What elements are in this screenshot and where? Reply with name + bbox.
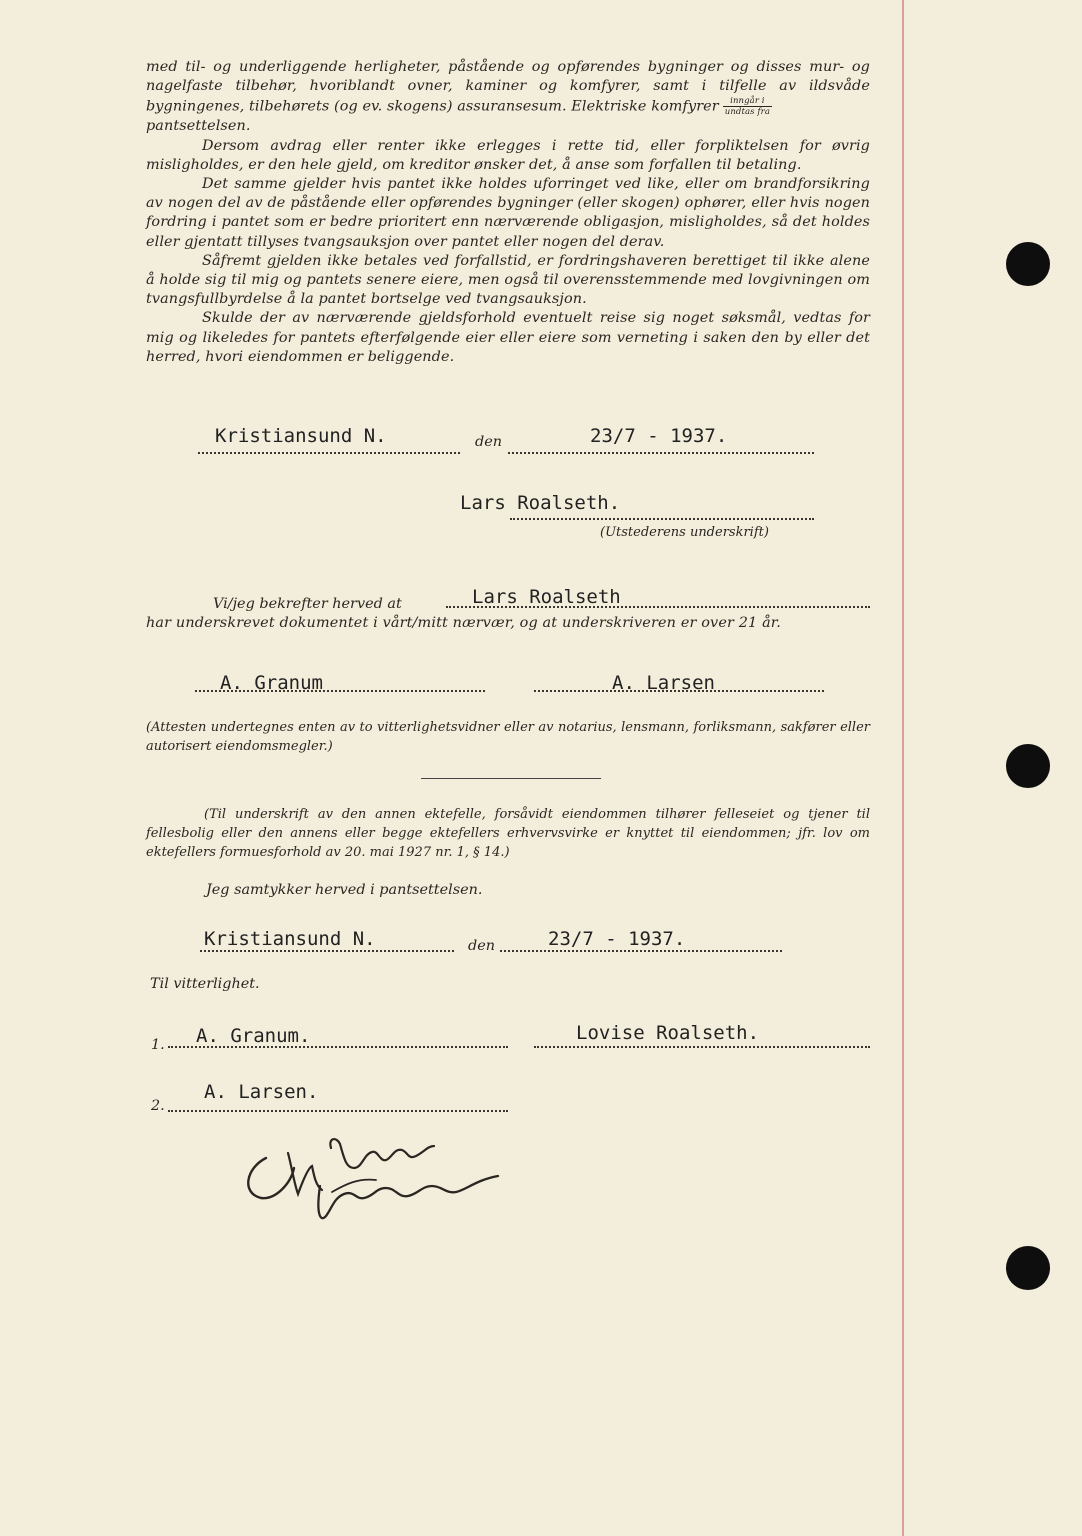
consent-text: Jeg samtykker herved i pantsettelsen. xyxy=(206,882,483,898)
witness-number-1: 1. xyxy=(151,1037,165,1053)
spouse-note: (Til underskrift av den annen ektefelle, forsåvidt eiendommen tilhører felleseiet og tjener til fellesbolig eller den annens eller begge ektefellers erhvervsvirke er knyttet til eiendommen; jfr. lov om ektefellers formuesforhold av 20. mai 1927 nr. 1, § 14.) xyxy=(146,807,870,860)
til-vitterlighet-label: Til vitterlighet. xyxy=(150,976,260,992)
issuer-signature: Lars Roalseth. xyxy=(460,492,621,514)
attest-note: (Attesten undertegnes enten av to vitterlighetsvidner eller av notarius, lensmann, forliksmann, sakfører eller autorisert eiendomsmegler.) xyxy=(146,720,870,754)
punch-hole xyxy=(1006,1246,1050,1290)
fraction-top: inngår i xyxy=(723,96,772,107)
issuer-caption: (Utstederens underskrift) xyxy=(600,525,769,540)
spouse-signature: Lovise Roalseth. xyxy=(576,1022,760,1044)
margin-line xyxy=(902,0,904,1536)
dotted-line xyxy=(200,950,454,952)
paragraph-4: Såfremt gjelden ikke betales ved forfallstid, er fordringshaveren berettiget til ikke alene å holde sig til mig og pantets senere eiere, men også til overensstemmende med lovgivningen om tvangsfullbyrdelse å la pantet bortselge ved tvangsauksjon. xyxy=(146,252,870,308)
terms-text xyxy=(146,58,870,367)
den-label: den xyxy=(468,938,495,954)
spouse-witness-2: A. Larsen. xyxy=(204,1081,319,1103)
spouse-date-field: 23/7 - 1937. xyxy=(548,928,686,950)
dotted-line xyxy=(534,1046,870,1048)
punch-hole xyxy=(1006,242,1050,286)
witness-2-signature: A. Larsen xyxy=(612,672,715,694)
dotted-line xyxy=(510,518,814,520)
spouse-place-field: Kristiansund N. xyxy=(204,928,376,950)
dotted-line xyxy=(534,690,824,692)
fraction-bottom: undtas fra xyxy=(724,107,770,118)
witness-number-2: 2. xyxy=(151,1098,165,1114)
paragraph-5: Skulde der av nærværende gjeldsforhold eventuelt reise sig noget søksmål, vedtas for mig og likeledes for pantets efterfølgende eier eller eiere som verneting i saken den by eller det herred, hvori eiendommen er beliggende. xyxy=(146,310,870,365)
attest-prefix: Vi/jeg bekrefter herved at xyxy=(213,596,402,612)
fraction-choice xyxy=(723,96,772,117)
punch-hole xyxy=(1006,744,1050,788)
divider xyxy=(421,778,601,779)
paragraph-1-end: pantsettelsen. xyxy=(146,118,251,135)
place-field: Kristiansund N. xyxy=(215,425,387,447)
witness-1-signature: A. Granum xyxy=(220,672,323,694)
dotted-line xyxy=(195,690,485,692)
dotted-line xyxy=(500,950,782,952)
paragraph-2: Dersom avdrag eller renter ikke erlegges i rette tid, eller forpliktelsen for øvrig misligholdes, er den hele gjeld, om kreditor ønsker det, å anse som forfallen til betaling. xyxy=(146,137,870,173)
paragraph-3: Det samme gjelder hvis pantet ikke holdes uforringet ved like, eller om brandforsikring av nogen del av de påstående eller opførendes bygninger (eller skogen) ophører, eller hvis nogen fordring i pantet som er bedre prioritert enn nærværende obligasjon, misligholdes, så det holdes eller gjentatt tillyses tvangsauksjon over pantet eller nogen del derav. xyxy=(146,176,870,250)
spouse-witness-1: A. Granum. xyxy=(196,1025,311,1047)
handwritten-signature xyxy=(236,1128,516,1228)
attest-statement: har underskrevet dokumentet i vårt/mitt nærvær, og at underskriveren er over 21 år. xyxy=(146,615,781,631)
dotted-line xyxy=(168,1110,508,1112)
dotted-line xyxy=(198,452,460,454)
date-field: 23/7 - 1937. xyxy=(590,425,728,447)
den-label: den xyxy=(475,434,502,450)
dotted-line xyxy=(508,452,814,454)
attested-name: Lars Roalseth xyxy=(472,586,621,608)
paragraph-1 xyxy=(146,58,870,117)
paragraph-1-text: med til- og underliggende herligheter, påstående og opførendes bygninger og disses mur- og nagelfaste tilbehør, hvoriblandt ovner, kaminer og komfyrer, samt i tilfelle av ildsvåde bygningenes, tilbehørets (og ev. skogens) assuransesum. Elektriske komfyrer xyxy=(146,59,870,115)
